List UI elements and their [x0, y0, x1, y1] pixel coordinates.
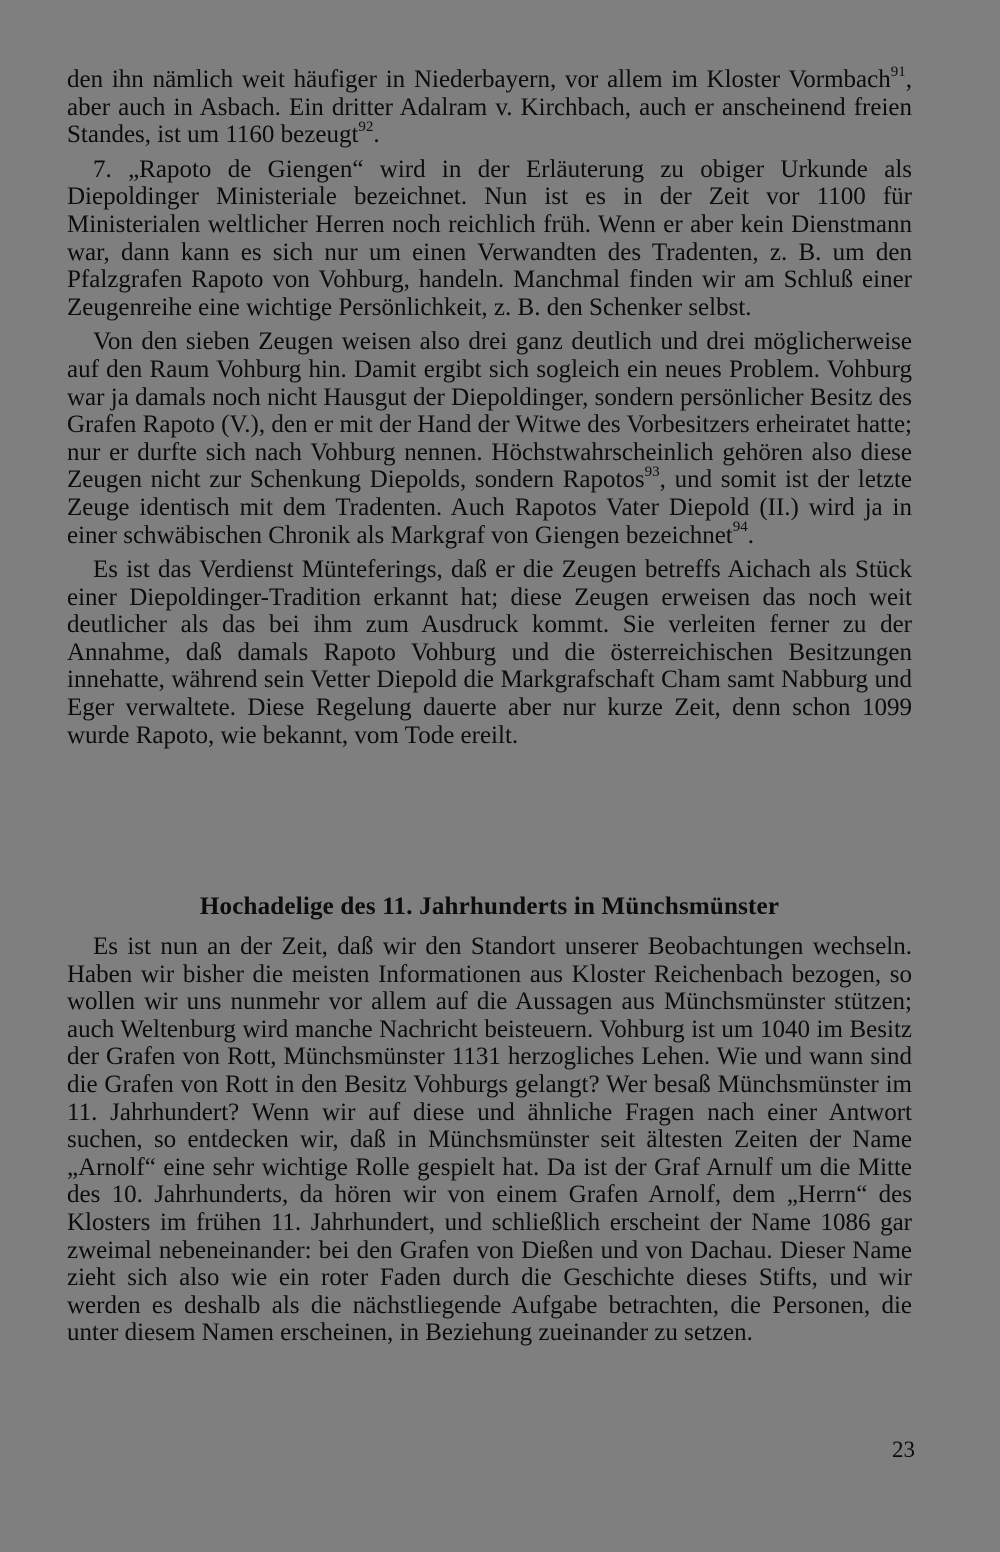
paragraph-3-text-c: . [747, 521, 754, 549]
footnote-marker-94: 94 [732, 519, 748, 536]
paragraph-5: Es ist nun an der Zeit, daß wir den Standort unserer Beobachtungen wechseln. Haben wir bisher die meisten Informationen aus Kloster Reichenbach bezogen, so wollen wir uns nunmehr vor allem auf die Aussagen aus Münchsmünster stützen; auch Weltenburg wird manche Nachricht beisteuern. Vohburg ist um 1040 im Besitz der Grafen von Rott, Münchsmünster 1131 herzogliches Lehen. Wie und wann sind die Grafen von Rott in den Besitz Vohburgs gelangt? Wer besaß Münchsmünster im 11. Jahrhundert? Wenn wir auf diese und ähnliche Fragen nach einer Antwort suchen, so entdecken wir, daß in Münchsmünster seit ältesten Zeiten der Name „Arnolf“ eine sehr wichtige Rolle gespielt hat. Da ist der Graf Arnulf um die Mitte des 10. Jahrhunderts, da hören wir von einem Grafen Arnolf, dem „Herrn“ des Klosters im frühen 11. Jahrhundert, und schließlich erscheint der Name 1086 gar zweimal nebeneinander: bei den Grafen von Dießen und von Dachau. Dieser Name zieht sich also wie ein roter Faden durch die Geschichte dieses Stifts, und wir werden es deshalb als die nächstliegende Aufgabe betrachten, die Personen, die unter diesem Namen erscheinen, in Beziehung zueinander zu setzen. [67, 933, 912, 1347]
section-heading: Hochadelige des 11. Jahrhunderts in Münchsmünster [199, 893, 780, 920]
paragraph-1-text-a: den ihn nämlich weit häufiger in Niederbayern, vor allem im Kloster Vormbach [67, 66, 891, 93]
paragraph-3-text-a: Von den sieben Zeugen weisen also drei ganz deutlich und drei möglicherweise auf den Raum Vohburg hin. Damit ergibt sich sogleich ein neues Problem. Vohburg war ja damals noch nicht Hausgut der Diepoldinger, sondern persönlicher Besitz des Grafen Rapoto (V.), den er mit der Hand der Witwe des Vorbesitzers erheiratet hatte; nur er durfte sich nach Vohburg nennen. Höchstwahrscheinlich gehören also diese Zeugen nicht zur Schenkung Diepolds, sondern Rapotos [67, 328, 912, 494]
footnote-marker-93: 93 [644, 463, 660, 480]
section-1-text [67, 63, 912, 749]
paragraph-3-text-b: , und somit ist der letzte Zeuge identisch mit dem Tradenten. Auch Rapotos Vater Diepold (II.) wird ja in einer schwäbischen Chronik als Markgraf von Giengen bezeichnet [67, 466, 912, 549]
paragraph-1-text-c: . [373, 121, 380, 149]
footnote-marker-91: 91 [890, 63, 906, 80]
paragraph-4: Es ist das Verdienst Münteferings, daß er die Zeugen betreffs Aichach als Stück einer Diepoldinger-Tradition erkannt hat; diese Zeugen erweisen das noch weit deutlicher als das bei ihm zum Ausdruck kommt. Sie verleiten ferner zu der Annahme, daß damals Rapoto Vohburg und die österreichischen Besitzungen innehatte, während sein Vetter Diepold die Markgrafschaft Cham samt Nabburg und Eger verwaltete. Diese Regelung dauerte aber nur kurze Zeit, denn schon 1099 wurde Rapoto, wie bekannt, vom Tode ereilt. [67, 556, 912, 749]
page-number: 23 [892, 1437, 915, 1462]
paragraph-2: 7. „Rapoto de Giengen“ wird in der Erläuterung zu obiger Urkunde als Diepoldinger Ministeriale bezeichnet. Nun ist es in der Zeit vor 1100 für Ministerialen weltlicher Herren noch reichlich früh. Wenn er aber kein Dienstmann war, dann kann es sich nur um einen Verwandten des Tradenten, z. B. um den Pfalzgrafen Rapoto von Vohburg, handeln. Manchmal finden wir am Schluß einer Zeugenreihe eine wichtige Persönlichkeit, z. B. den Schenker selbst. [67, 155, 912, 321]
footnote-marker-92: 92 [358, 118, 374, 135]
paragraph-1-text-b: , aber auch in Asbach. Ein dritter Adalram v. Kirchbach, auch er anscheinend freien Standes, ist um 1160 bezeugt [67, 66, 912, 149]
paragraph-3 [67, 328, 912, 549]
section-2-text [67, 933, 912, 1347]
paragraph-1 [67, 63, 912, 149]
